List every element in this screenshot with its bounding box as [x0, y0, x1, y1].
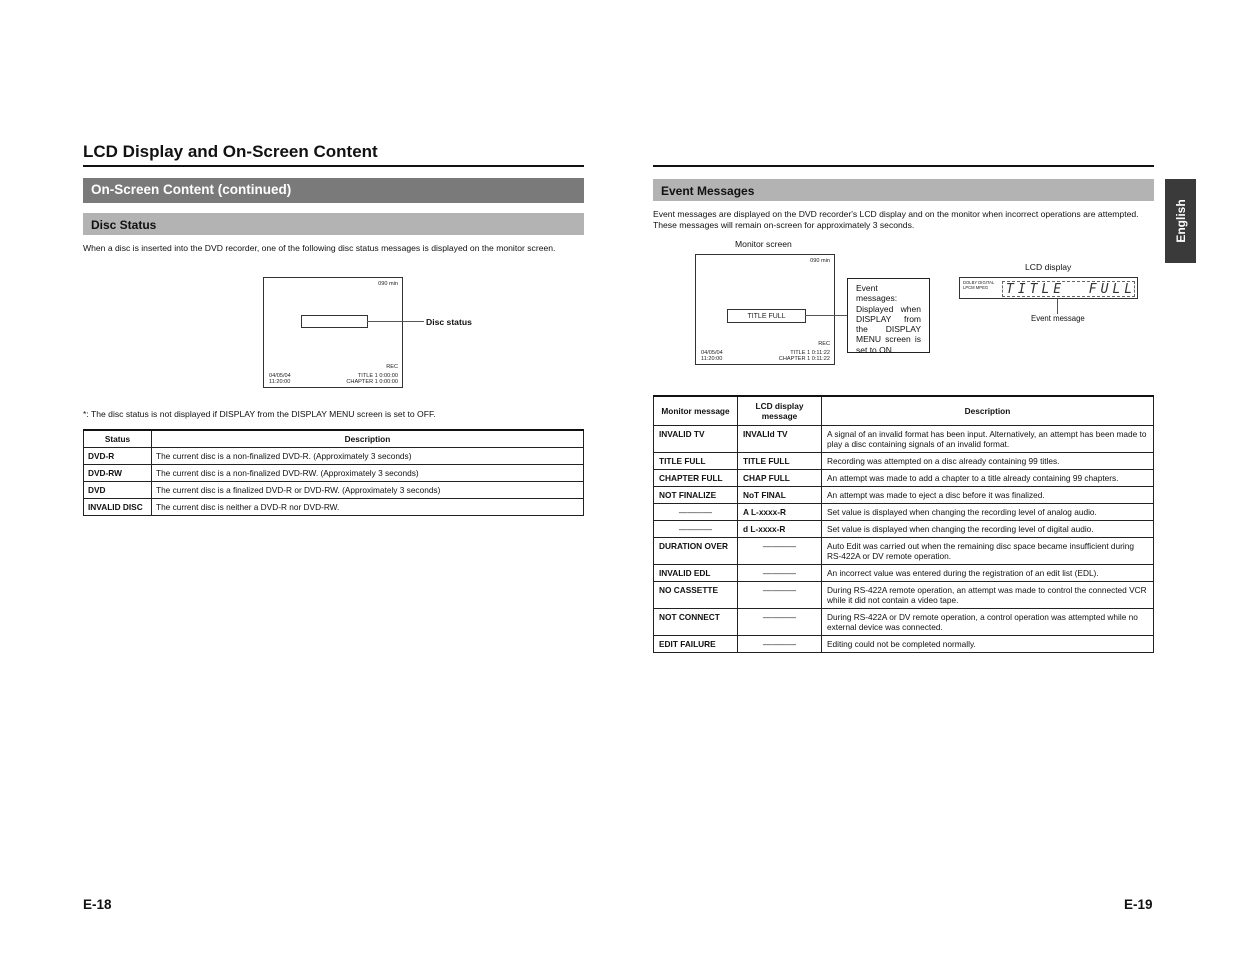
event-intro [653, 209, 1154, 230]
table-header: Status [84, 430, 152, 447]
description-cell: The current disc is a non-finalized DVD-RW. (Approximately 3 seconds) [152, 464, 584, 481]
monitor-rec-label: REC [818, 341, 830, 347]
monitor-date: 04/05/04 [269, 373, 291, 379]
page-title: LCD Display and On-Screen Content [83, 142, 378, 161]
lcd-message-cell: TITLE FULL [738, 452, 822, 469]
event-intro-line-1: Event messages are displayed on the DVD recorder's LCD display and on the monitor when incorrect operations are attempted. [653, 209, 1139, 219]
monitor-message-cell: INVALID TV [654, 425, 738, 452]
monitor-title-line: TITLE 1 0:00:00 [357, 373, 398, 379]
table-row [654, 581, 1154, 608]
monitor-screen-label: Monitor screen [735, 239, 792, 249]
monitor-message-cell: TITLE FULL [654, 452, 738, 469]
monitor-message-cell: EDIT FAILURE [654, 635, 738, 652]
event-callout-line [805, 315, 847, 316]
event-messages-table [653, 395, 1154, 653]
table-row [654, 503, 1154, 520]
monitor-chapter-line: CHAPTER 1 0:11:22 [778, 356, 830, 362]
table-row [654, 608, 1154, 635]
table-row [84, 481, 584, 498]
description-cell: Editing could not be completed normally. [822, 635, 1154, 652]
monitor-time: 11:20:00 [269, 379, 291, 385]
monitor-message-cell: NO CASSETTE [654, 581, 738, 608]
monitor-remaining-time: 090 min [810, 258, 830, 264]
lcd-message-cell: ———— [738, 537, 822, 564]
lcd-message-cell: ———— [738, 564, 822, 581]
page-number-left: E-18 [83, 897, 112, 912]
disc-status-heading: Disc Status [83, 213, 584, 235]
table-row [84, 498, 584, 515]
disc-monitor-diagram [263, 277, 403, 388]
table-header: Description [822, 396, 1154, 425]
description-cell: An attempt was made to eject a disc before it was finalized. [822, 486, 1154, 503]
disc-status-intro: When a disc is inserted into the DVD recorder, one of the following disc status messages is displayed on the monitor screen. [83, 243, 556, 253]
description-cell: Auto Edit was carried out when the remaining disc space became insufficient during RS-422A or DV remote operation. [822, 537, 1154, 564]
lcd-message-cell: A L-xxxx-R [738, 503, 822, 520]
status-cell: DVD [84, 481, 152, 498]
monitor-message-cell: ———— [654, 503, 738, 520]
event-callout-box: Event messages: Displayed when DISPLAY from the DISPLAY MENU screen is set to ON. [847, 278, 930, 353]
event-monitor-diagram [695, 254, 835, 365]
description-cell: The current disc is a finalized DVD-R or DVD-RW. (Approximately 3 seconds) [152, 481, 584, 498]
monitor-remaining-time: 090 min [378, 281, 398, 287]
disc-status-callout: Disc status [426, 317, 472, 327]
table-row [654, 537, 1154, 564]
disc-status-table [83, 429, 584, 516]
title-rule [83, 165, 584, 167]
monitor-message-cell: INVALID EDL [654, 564, 738, 581]
event-message-box: TITLE FULL [727, 309, 806, 323]
lcd-indicator-dolby: DOLBY DIGITAL [963, 280, 995, 285]
table-row [654, 469, 1154, 486]
monitor-title-line: TITLE 1 0:11:22 [790, 350, 830, 356]
table-header: LCD display message [738, 396, 822, 425]
description-cell: Set value is displayed when changing the recording level of digital audio. [822, 520, 1154, 537]
disc-status-note: *: The disc status is not displayed if DISPLAY from the DISPLAY MENU screen is set to OFF. [83, 409, 436, 419]
monitor-rec-label: REC [386, 364, 398, 370]
monitor-message-cell: NOT FINALIZE [654, 486, 738, 503]
lcd-message-cell: INVALId TV [738, 425, 822, 452]
event-intro-line-2: These messages will remain on-screen for approximately 3 seconds. [653, 219, 915, 230]
monitor-chapter-line: CHAPTER 1 0:00:00 [346, 379, 398, 385]
description-cell: Recording was attempted on a disc already containing 99 titles. [822, 452, 1154, 469]
section-band-onscreen: On-Screen Content (continued) [83, 178, 584, 203]
table-row [654, 564, 1154, 581]
monitor-message-cell: CHAPTER FULL [654, 469, 738, 486]
monitor-date: 04/05/04 [701, 350, 723, 356]
lcd-message-cell: NoT FINAL [738, 486, 822, 503]
table-row [654, 635, 1154, 652]
event-messages-heading: Event Messages [653, 179, 1154, 201]
status-cell: DVD-R [84, 447, 152, 464]
right-title-rule [653, 165, 1154, 167]
status-cell: INVALID DISC [84, 498, 152, 515]
description-cell: An incorrect value was entered during the registration of an edit list (EDL). [822, 564, 1154, 581]
description-cell: During RS-422A or DV remote operation, a control operation was attempted while no external device was connected. [822, 608, 1154, 635]
lcd-message-cell: ———— [738, 608, 822, 635]
table-row [84, 447, 584, 464]
lcd-caption: Event message [1031, 314, 1085, 323]
lcd-display-label: LCD display [1025, 262, 1072, 272]
description-cell: The current disc is a non-finalized DVD-R. (Approximately 3 seconds) [152, 447, 584, 464]
monitor-time: 11:20:00 [701, 356, 723, 362]
description-cell: An attempt was made to add a chapter to a title already containing 99 chapters. [822, 469, 1154, 486]
lcd-display-diagram [959, 277, 1138, 299]
description-cell: During RS-422A remote operation, an attempt was made to control the connected VCR while it did not contain a video tape. [822, 581, 1154, 608]
table-row [654, 520, 1154, 537]
table-row [654, 486, 1154, 503]
lcd-message-cell: d L-xxxx-R [738, 520, 822, 537]
lcd-caption-line [1057, 299, 1058, 314]
description-cell: Set value is displayed when changing the recording level of analog audio. [822, 503, 1154, 520]
page-number-right: E-19 [1124, 897, 1153, 912]
language-tab-label: English [1173, 199, 1188, 243]
table-header: Description [152, 430, 584, 447]
table-row [654, 452, 1154, 469]
disc-status-callout-line [367, 321, 424, 322]
lcd-message-cell: CHAP FULL [738, 469, 822, 486]
monitor-message-cell: NOT CONNECT [654, 608, 738, 635]
monitor-message-cell: DURATION OVER [654, 537, 738, 564]
status-cell: DVD-RW [84, 464, 152, 481]
description-cell: A signal of an invalid format has been input. Alternatively, an attempt has been made to play a disc containing signals of an invalid format. [822, 425, 1154, 452]
lcd-message-cell: ———— [738, 581, 822, 608]
table-row [84, 464, 584, 481]
language-tab [1165, 179, 1196, 263]
description-cell: The current disc is neither a DVD-R nor DVD-RW. [152, 498, 584, 515]
lcd-indicator-lpcm: LPCM MPEG [963, 285, 989, 290]
disc-status-box [301, 315, 368, 328]
table-row [654, 425, 1154, 452]
lcd-segment-text: TITLE FULL [1002, 281, 1135, 297]
monitor-message-cell: ———— [654, 520, 738, 537]
lcd-message-cell: ———— [738, 635, 822, 652]
table-header: Monitor message [654, 396, 738, 425]
